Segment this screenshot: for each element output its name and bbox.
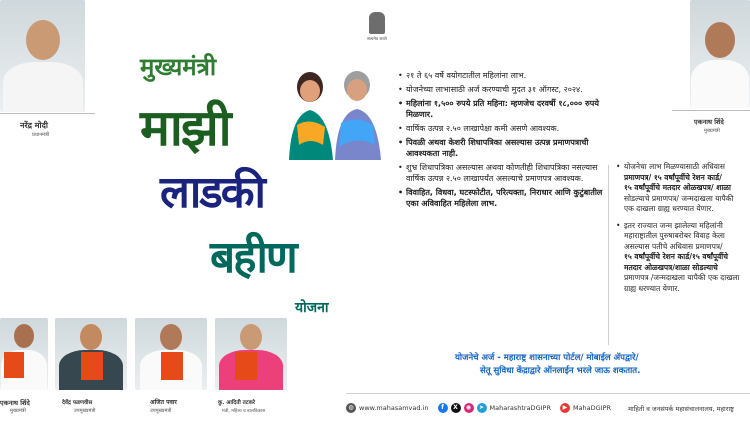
pm-photo bbox=[0, 0, 85, 112]
column-divider bbox=[608, 165, 609, 345]
footer-handle-1[interactable]: MaharashtraDGIPR bbox=[489, 404, 551, 412]
telegram-icon[interactable]: ➤ bbox=[477, 403, 487, 413]
doc-bullet-1: • योजनेचा लाभ मिळण्यासाठी अधिवास प्रमाणपत्र/ १५ वर्षांपूर्वीचे रेशन कार्ड/ १५ वर्षांपूर्वीचे मतदार ओळखपत्र/ शाळा सोडल्याचे प्रमाणपत्र/ जन्मदाखला यापैकी एक दाखला ग्राह्य धरण्यात येणार. bbox=[616, 162, 750, 215]
doc-bullet-2: • इतर राज्यात जन्म झालेल्या महिलांनी महाराष्ट्रातील पुरुषाबरोबर विवाह केला असल्यास पतीचे अधिवास प्रमाणपत्र/ १५ वर्षांपूर्वीचे रेशन कार्ड/१५ वर्षांपूर्वीचे मतदार ओळखपत्र/शाळा सोडल्याचे प्रमाणपत्र /जन्मदाखला यापैकी एक दाखला ग्राह्य धरण्यात येणार. bbox=[616, 221, 750, 295]
leader-role-2: उपमुख्यमंत्री bbox=[74, 408, 96, 414]
apply-notice: योजनेचे अर्ज - महाराष्ट्र शासनाच्या पोर्टल/ मोबाईल ॲपद्वारे/ सेतू सुविधा केंद्राद्वारे ऑनलाईन भरले जाऊ शकतात. bbox=[455, 353, 641, 376]
eligibility-list bbox=[398, 70, 603, 212]
footer-divider bbox=[346, 393, 750, 394]
facebook-icon[interactable]: f bbox=[438, 403, 448, 413]
cm-role-top: मुख्यमंत्री bbox=[704, 128, 720, 134]
title-big-1: माझी bbox=[140, 98, 230, 157]
leader-photo-3 bbox=[135, 318, 207, 390]
youtube-icon[interactable]: ▶ bbox=[560, 403, 570, 413]
x-icon[interactable]: X bbox=[451, 403, 461, 413]
leader-role-4: मंत्री, महिला व बालविकास bbox=[222, 409, 266, 414]
leader-name-2: देवेंद्र फडणवीस bbox=[62, 400, 93, 406]
cm-photo bbox=[690, 0, 750, 108]
title-big-3: बहीण bbox=[210, 232, 296, 283]
divider bbox=[672, 110, 750, 111]
bullet-6: • शुभ्र शिधापत्रिका असल्यास अथवा कोणतीही शिधापत्रिका नसल्यास वार्षिक उत्पन्न २.५० लाखापर्यंत असल्याचे प्रमाणपत्र आवश्यक. bbox=[398, 162, 603, 184]
footer bbox=[346, 403, 734, 413]
bullet-1: • २१ ते ६५ वर्षे वयोगटातील महिलांना लाभ. bbox=[398, 70, 603, 81]
footer-handle-2[interactable]: MahaDGIPR bbox=[572, 404, 612, 412]
cm-name-top: एकनाथ शिंदे bbox=[694, 118, 724, 126]
pm-role: प्रधानमंत्री bbox=[32, 132, 50, 138]
divider bbox=[0, 113, 95, 114]
leader-photo-2 bbox=[55, 318, 127, 390]
leader-name-3: अजित पवार bbox=[150, 399, 177, 406]
bullet-2: • योजनेच्या लाभासाठी अर्ज करण्याची मुदत ३१ ऑगस्ट, २०२४. bbox=[398, 84, 603, 95]
bullet-5: • पिवळी अथवा केशरी शिधापत्रिका असल्यास उत्पन्न प्रमाणपत्राची आवश्यकता नाही. bbox=[398, 137, 603, 159]
women-illustration bbox=[275, 65, 390, 160]
documents-list bbox=[616, 162, 750, 300]
bullet-4: • वार्षिक उत्पन्न २.५० लाखापेक्षा कमी असणे आवश्यक. bbox=[398, 123, 603, 134]
leader-role-3: उपमुख्यमंत्री bbox=[150, 408, 172, 414]
leader-name-1: एकनाथ शिंदे bbox=[0, 399, 30, 407]
leader-photo-1 bbox=[0, 318, 48, 390]
title-small: मुख्यमंत्री bbox=[140, 53, 217, 81]
title-yojana: योजना bbox=[295, 300, 329, 316]
leader-role-1: मुख्यमंत्री bbox=[10, 408, 26, 414]
emblem-icon bbox=[369, 12, 385, 34]
title-big-2: लाडकी bbox=[160, 167, 264, 218]
leader-name-4: कु. आदिती तटकरे bbox=[218, 400, 256, 406]
bullet-7: • विवाहित, विधवा, घटस्फोटीत, परित्यक्ता, निराधार आणि कुटुंबातील एका अविवाहित महिलेला लाभ. bbox=[398, 187, 603, 209]
instagram-icon[interactable]: ◉ bbox=[464, 403, 474, 413]
footer-website[interactable]: www.mahasamvad.in bbox=[359, 404, 429, 412]
globe-icon: ◍ bbox=[346, 403, 356, 413]
leader-photo-4 bbox=[215, 318, 287, 390]
bullet-3: • महिलांना १,५०० रुपये प्रति महिना: म्हणजेच दरवर्षी १८,००० रुपये मिळणार. bbox=[398, 98, 603, 120]
pm-name: नरेंद्र मोदी bbox=[20, 121, 48, 130]
state-emblem: सत्यमेव जयते bbox=[360, 12, 394, 41]
footer-dept: माहिती व जनसंपर्क महासंचालनालय, महाराष्ट्र bbox=[628, 404, 734, 413]
